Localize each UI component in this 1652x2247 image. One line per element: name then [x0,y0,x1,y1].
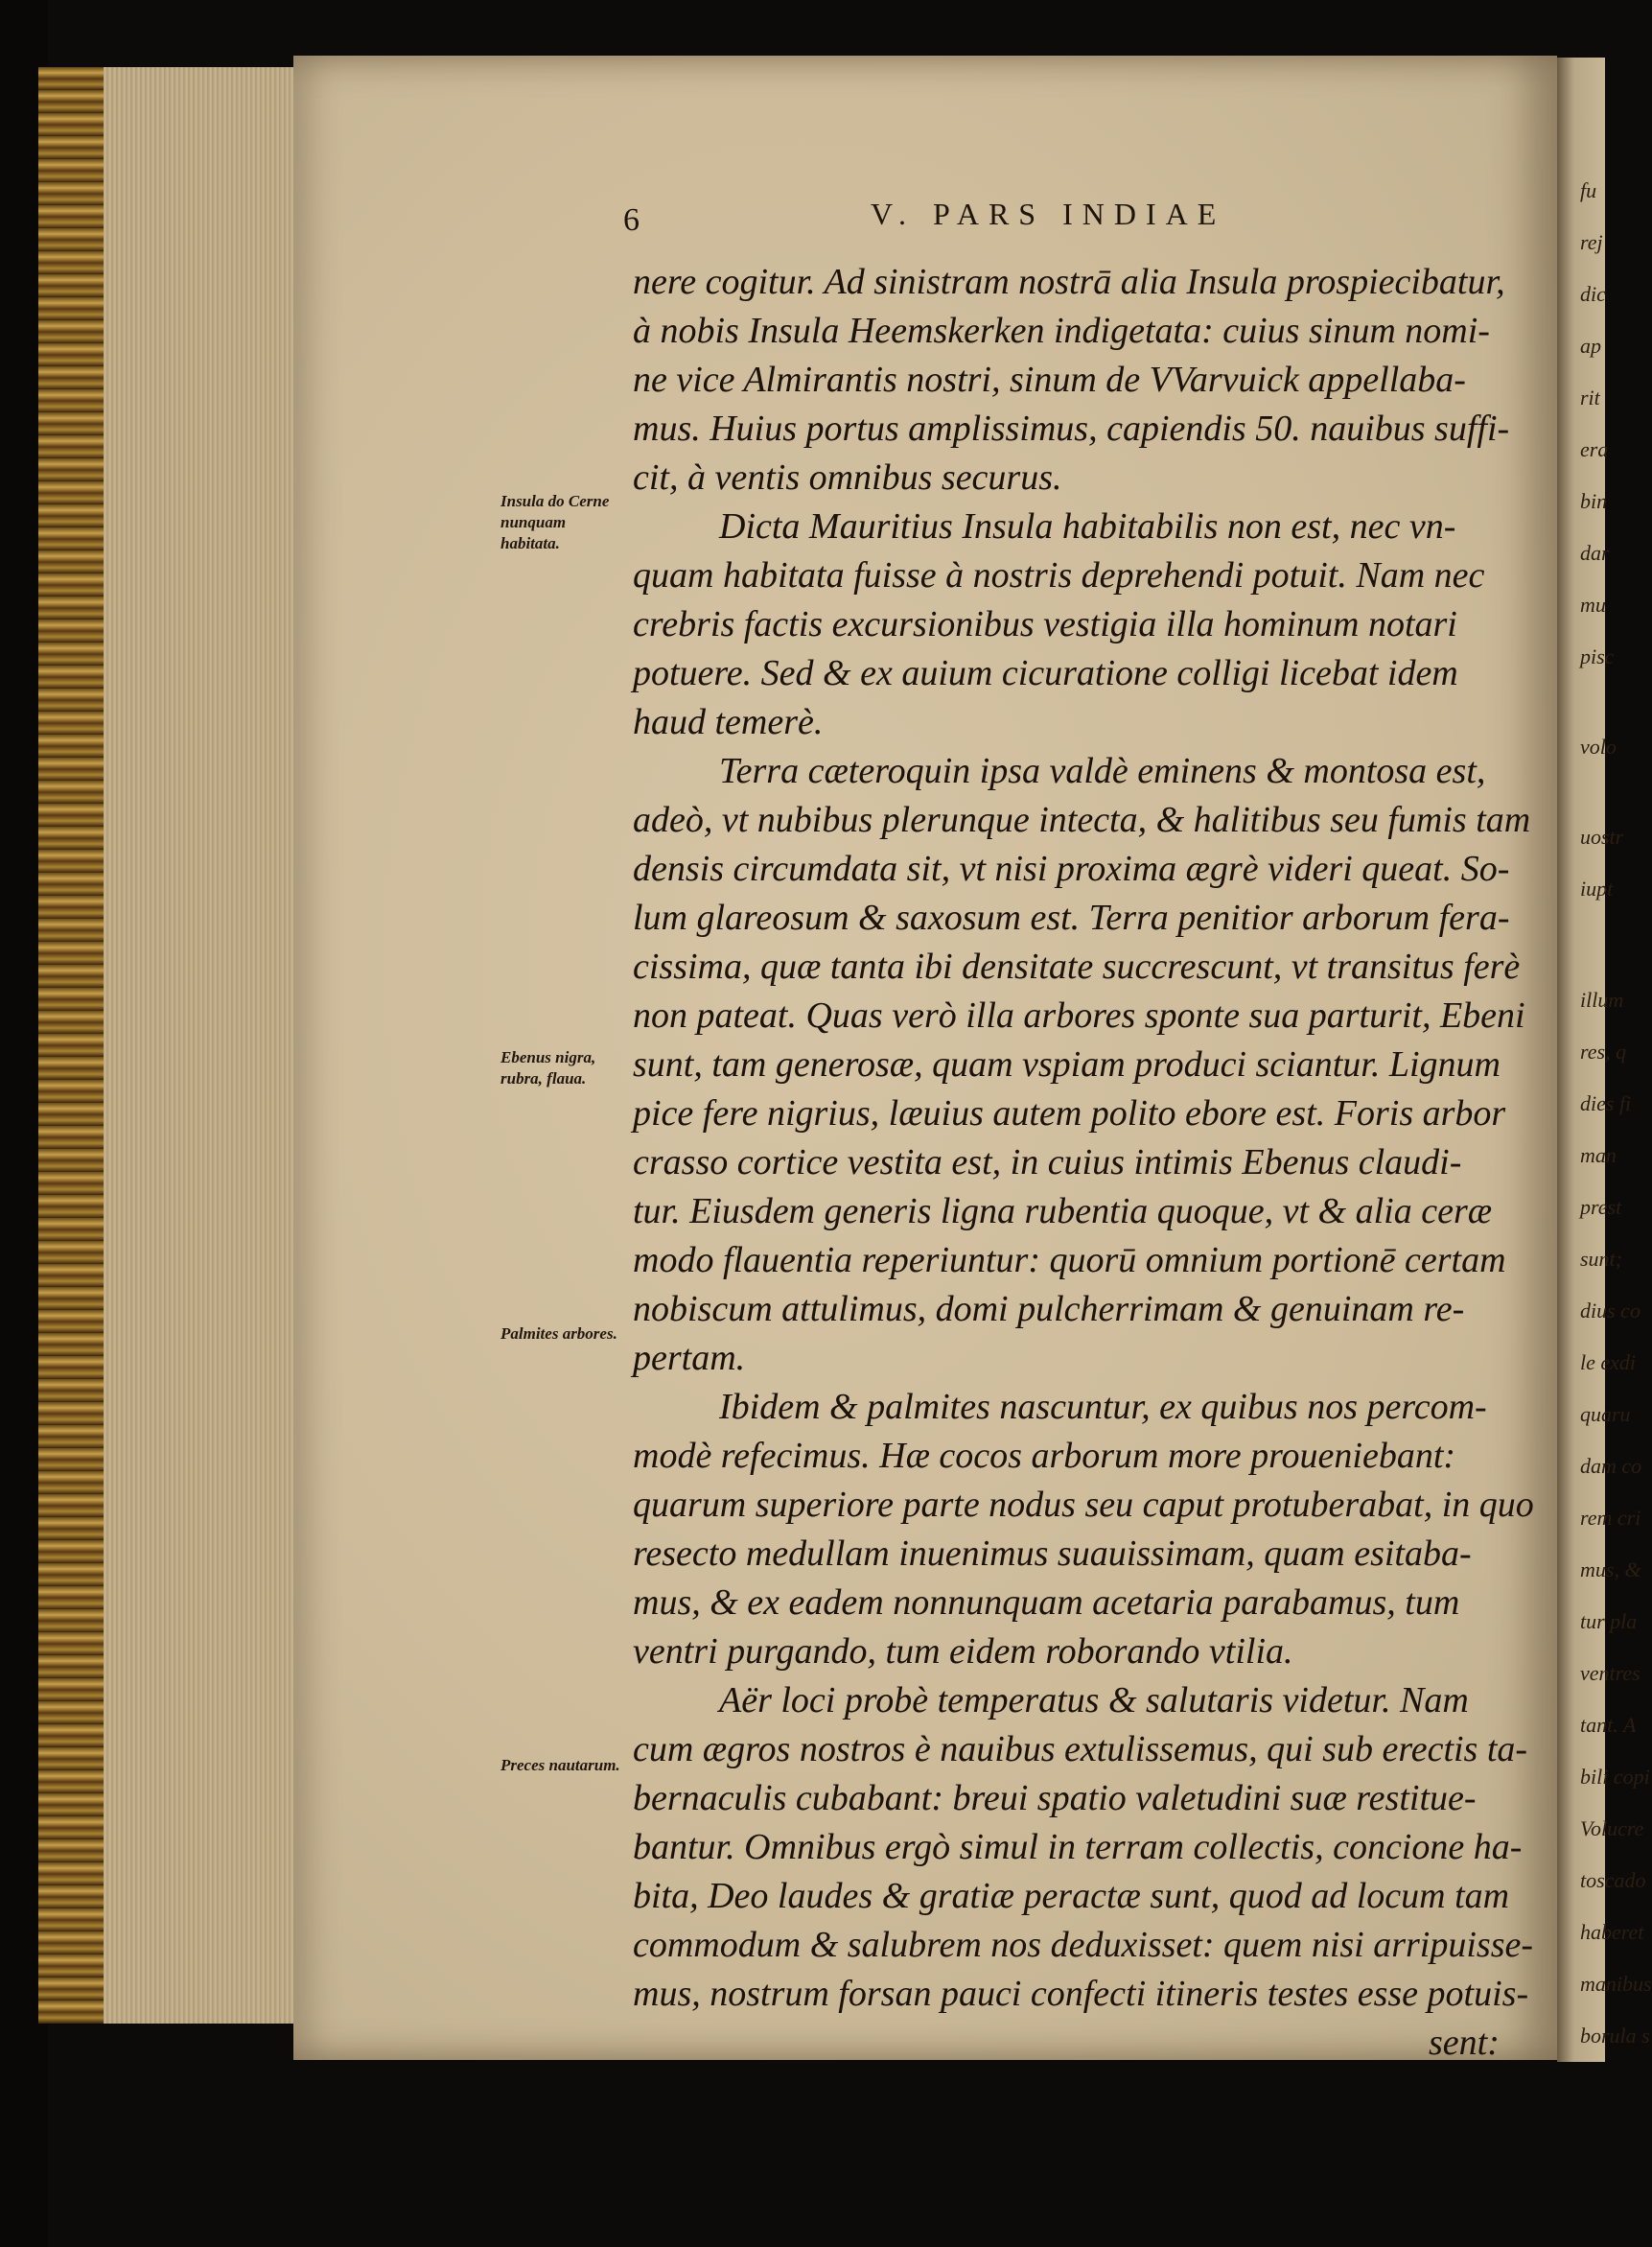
body-line: Aër loci probè temperatus & salutaris videtur. Nam [719,1680,1469,1720]
body-line: modè refecimus. Hæ cocos arborum more proueniebant: [633,1436,1456,1476]
facing-page-fragment: dius co [1580,1299,1640,1322]
facing-page-fragment: uostr [1580,825,1624,849]
facing-page-fragment: illum [1580,988,1624,1012]
facing-page-fragment: rit [1580,386,1600,410]
facing-page-edge [1557,58,1652,2062]
body-line: ne vice Almirantis nostri, sinum de VVarvuick appellaba- [633,360,1466,400]
facing-page-fragment: ap [1580,334,1601,358]
body-line: non pateat. Quas verò illa arbores sponte sua parturit, Ebeni [633,995,1525,1036]
facing-page-fragment: le exdi [1580,1350,1637,1374]
facing-page-fragment: toscado [1580,1868,1646,1892]
facing-page-fragment: dam co [1580,1454,1642,1478]
facing-page-fragment: sunt; [1580,1247,1622,1271]
facing-page-fragment: era [1580,437,1609,461]
facing-page-fragment: man [1580,1143,1617,1167]
facing-page-fragment: manibus [1580,1972,1652,1996]
body-line: quarum superiore parte nodus seu caput protuberabat, in quo [633,1485,1534,1525]
body-line: à nobis Insula Heemskerken indigetata: cuius sinum nomi- [633,311,1490,351]
body-line: commodum & salubrem nos deduxisset: quem nisi arripuisse- [633,1925,1534,1965]
body-line: nobiscum attulimus, domi pulcherrimam & genuinam re- [633,1289,1465,1329]
facing-page-fragment: mu [1580,593,1606,617]
body-line: cissima, quæ tanta ibi densitate succrescunt, vt transitus ferè [633,947,1521,987]
body-line: resecto medullam inuenimus suauissimam, quam esitaba- [633,1533,1472,1574]
facing-page-fragment: bin [1580,489,1608,513]
margin-note: Preces nautarum. [500,1756,620,1774]
body-line: potuere. Sed & ex auium cicuratione colligi licebat idem [633,653,1458,693]
gilded-spine-edge [38,67,109,2024]
body-line: bernaculis cubabant: breui spatio valetudini suæ restitue- [633,1778,1477,1818]
body-line: bantur. Omnibus ergò simul in terram collectis, concione ha- [633,1827,1523,1867]
body-line: crasso cortice vestita est, in cuius intimis Ebenus claudi- [633,1142,1462,1182]
page-edges [104,67,296,2024]
facing-page-fragment: tant. A [1580,1713,1637,1737]
facing-page-fragment: rem cri [1580,1506,1641,1530]
body-line: modo flauentia reperiuntur: quorū omnium portionē certam [633,1240,1506,1280]
body-line: cum ægros nostros è nauibus extulissemus, qui sub erectis ta- [633,1729,1528,1769]
margin-note: Insula do Cerne nunquam habitata. [500,492,610,552]
body-line: adeò, vt nubibus plerunque intecta, & halitibus seu fumis tam [633,800,1531,840]
facing-page-fragment: iupt [1580,877,1614,901]
margin-note: Palmites arbores. [500,1324,617,1343]
body-line: ventri purgando, tum eidem roborando vtilia. [633,1631,1293,1672]
facing-page-fragment: res, q [1580,1040,1627,1064]
facing-page-fragment: bili copi [1580,1765,1650,1789]
facing-page-fragment: pisc [1580,644,1615,668]
facing-page-fragment: fu [1580,178,1597,202]
body-line: quam habitata fuisse à nostris deprehendi potuit. Nam nec [633,555,1485,596]
facing-page-fragment: rej [1580,230,1603,254]
page-header [623,197,1486,245]
body-line: densis circumdata sit, vt nisi proxima ægrè videri queat. So- [633,849,1510,889]
margin-note: Ebenus nigra, rubra, flaua. [500,1048,596,1088]
body-line: crebris factis excursionibus vestigia illa hominum notari [633,604,1457,644]
body-line: nere cogitur. Ad sinistram nostrā alia Insula prospiecibatur, [633,262,1505,302]
page-number: 6 [623,202,640,238]
body-line: mus. Huius portus amplissimus, capiendis 50. nauibus suffi- [633,409,1510,449]
facing-page-fragment: dies fi [1580,1091,1632,1115]
body-line: pice fere nigrius, læuius autem polito ebore est. Foris arbor [633,1093,1506,1134]
body-line: pertam. [633,1338,746,1378]
running-title: V. PARS INDIAE [871,197,1226,231]
facing-page-fragment: ventres [1580,1661,1640,1685]
body-line: cit, à ventis omnibus securus. [633,457,1062,498]
body-line: Terra cæteroquin ipsa valdè eminens & montosa est, [719,751,1486,791]
body-line: sunt, tam generosæ, quam vspiam produci sciantur. Lignum [633,1044,1501,1085]
body-line: mus, & ex eadem nonnunquam acetaria parabamus, tum [633,1582,1460,1623]
body-line: bita, Deo laudes & gratiæ peractæ sunt, quod ad locum tam [633,1876,1510,1916]
facing-page-fragment: haberet [1580,1920,1644,1944]
body-line: haud temerè. [633,702,824,742]
facing-page-fragment: dic [1580,282,1606,306]
facing-page-fragment: borula s [1580,2024,1650,2048]
facing-page-fragment: prest [1580,1195,1622,1219]
facing-page-fragment: quaru [1580,1402,1631,1426]
body-line: mus, nostrum forsan pauci confecti itineris testes esse potuis- [633,1974,1529,2014]
facing-page-fragment: tur pla [1580,1609,1638,1633]
catchword: sent: [1429,2023,1500,2063]
facing-page-fragment: volo [1580,735,1617,759]
facing-page-fragment: Volucre [1580,1816,1644,1840]
body-line: Dicta Mauritius Insula habitabilis non est, nec vn- [719,506,1456,547]
facing-page-fragment: mus, & [1580,1557,1641,1581]
body-line: tur. Eiusdem generis ligna rubentia quoque, vt & alia ceræ [633,1191,1493,1231]
body-line: Ibidem & palmites nascuntur, ex quibus nos percom- [719,1387,1487,1427]
body-line: lum glareosum & saxosum est. Terra penitior arborum fera- [633,898,1510,938]
facing-page-fragment: dar [1580,541,1610,565]
